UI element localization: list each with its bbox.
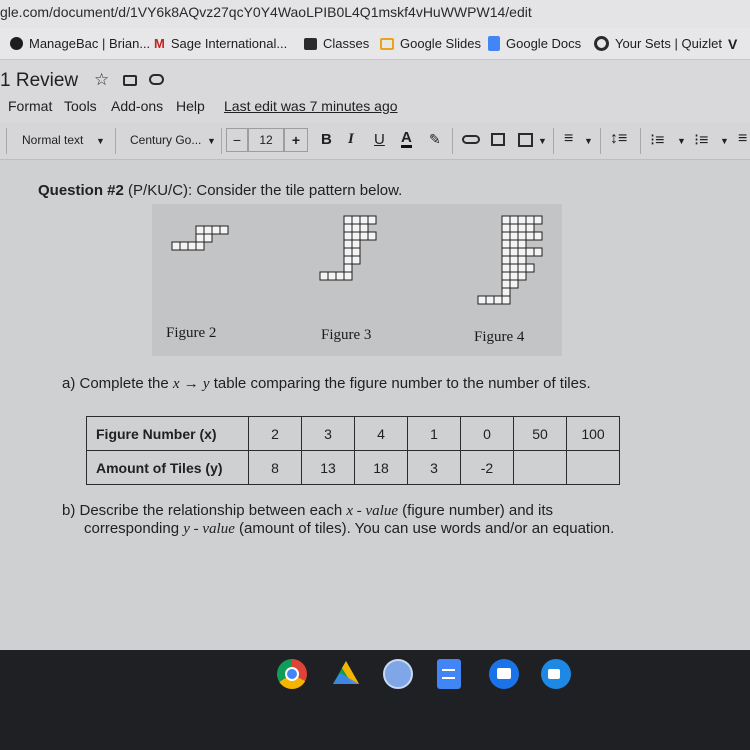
address-bar[interactable] — [0, 0, 750, 28]
meet-icon[interactable] — [541, 659, 571, 689]
xy-table[interactable] — [86, 416, 620, 485]
question-prompt: (P/KU/C): Consider the tile pattern below. — [123, 182, 403, 199]
insert-link-icon[interactable] — [462, 135, 480, 144]
part-b-x-value: x - value — [346, 503, 398, 519]
bookmark-more[interactable] — [728, 36, 737, 52]
table-cell[interactable]: 18 — [355, 451, 408, 485]
table-cell[interactable]: 8 — [249, 451, 302, 485]
bookmark-label: Google Slides — [400, 36, 481, 51]
bookmark-managebac[interactable] — [10, 36, 150, 51]
bookmark-quizlet[interactable] — [594, 36, 722, 51]
table-cell[interactable]: 3 — [302, 417, 355, 451]
part-b-text: corresponding — [84, 520, 184, 537]
toolbar-divider — [553, 128, 554, 154]
docs-lines-icon — [442, 669, 455, 679]
figure-3-label: Figure 3 — [321, 327, 372, 343]
part-b-y-value: y - value — [183, 521, 235, 537]
docs-icon[interactable] — [437, 659, 461, 689]
table-cell[interactable]: 1 — [408, 417, 461, 451]
move-folder-icon[interactable] — [123, 75, 137, 86]
style-select[interactable]: Normal text — [22, 133, 84, 147]
bookmark-label: Classes — [323, 36, 370, 51]
drive-triangle-icon — [331, 659, 361, 689]
bold-button[interactable]: B — [321, 131, 332, 148]
table-cell[interactable]: 100 — [567, 417, 620, 451]
indent-icon[interactable]: ≡ — [738, 130, 748, 147]
figure-4-label: Figure 4 — [474, 329, 525, 345]
table-cell[interactable] — [514, 451, 567, 485]
question-heading — [38, 182, 402, 199]
line-spacing-icon[interactable]: ↕≡ — [610, 130, 628, 147]
cloud-status-icon — [149, 74, 164, 85]
chrome-center-icon — [285, 667, 299, 681]
bookmark-label: ManageBac | Brian... — [29, 36, 151, 51]
table-cell[interactable]: -2 — [461, 451, 514, 485]
table-row — [87, 417, 620, 451]
format-toolbar — [0, 122, 750, 160]
font-select[interactable]: Century Go... — [130, 133, 202, 147]
bookmark-slides[interactable] — [380, 36, 481, 51]
figure-2-tiles — [172, 226, 228, 250]
url-text[interactable]: gle.com/document/d/1VY6k8AQvz27qcY0Y4WaoLPIB0L4Q1mskf4vHuWWPW14/edit — [0, 4, 532, 20]
toolbar-divider — [6, 128, 7, 154]
bookmark-label: Sage International... — [170, 36, 288, 51]
text-color-button[interactable]: A — [401, 129, 412, 146]
part-a-arrow: → — [179, 375, 203, 392]
table-cell[interactable]: 50 — [514, 417, 567, 451]
numbered-list-dropdown-icon[interactable]: ▼ — [677, 136, 686, 146]
font-size-decrease-button[interactable]: − — [226, 128, 248, 152]
camera-icon — [548, 669, 560, 679]
part-a-text: a) Complete the — [62, 375, 173, 392]
table-cell[interactable] — [567, 451, 620, 485]
toolbar-divider — [452, 128, 453, 154]
doc-header — [0, 60, 750, 122]
toolbar-divider — [640, 128, 641, 154]
bookmark-docs[interactable] — [488, 36, 581, 51]
part-b-text: (amount of tiles). You can use words and/or an equation. — [234, 520, 615, 537]
part-b-text: (figure number) and its — [397, 502, 554, 519]
font-size-input[interactable]: 12 — [248, 128, 284, 152]
insert-image-icon[interactable] — [518, 133, 533, 147]
amount-of-tiles-header: Amount of Tiles (y) — [87, 451, 249, 485]
vocab-icon: V — [728, 36, 738, 52]
classes-icon — [304, 38, 317, 50]
figure-3-tiles — [320, 216, 376, 280]
table-cell[interactable]: 3 — [408, 451, 461, 485]
table-cell[interactable]: 0 — [461, 417, 514, 451]
part-a-x: x — [172, 376, 180, 392]
part-a-y: y — [202, 376, 210, 392]
part-a-text: table comparing the figure number to the number of tiles. — [209, 375, 591, 392]
bookmark-label: Google Docs — [506, 36, 582, 51]
star-icon[interactable]: ☆ — [94, 70, 110, 89]
bookmarks-bar — [0, 28, 750, 60]
bookmark-label: Your Sets | Quizlet — [615, 36, 722, 51]
font-dropdown-icon[interactable]: ▼ — [207, 136, 216, 146]
table-cell[interactable]: 13 — [302, 451, 355, 485]
bulleted-list-icon[interactable]: ⁝≡ — [694, 132, 709, 149]
figure-2-label: Figure 2 — [166, 325, 217, 341]
managebac-icon — [10, 37, 23, 50]
slides-icon — [380, 38, 394, 50]
question-number: Question #2 — [38, 182, 124, 199]
chrome-icon[interactable] — [277, 659, 307, 689]
menu-format[interactable]: Format — [8, 98, 53, 114]
menu-help[interactable]: Help — [176, 98, 205, 114]
files-icon[interactable] — [489, 659, 519, 689]
quizlet-icon — [594, 36, 609, 51]
doc-title[interactable]: 1 Review — [0, 70, 79, 91]
bulleted-list-dropdown-icon[interactable]: ▼ — [720, 136, 729, 146]
italic-button[interactable]: I — [348, 131, 354, 147]
underline-button[interactable]: U — [374, 131, 385, 148]
toolbar-divider — [221, 128, 222, 154]
document-page[interactable] — [0, 160, 750, 650]
insert-comment-icon[interactable] — [491, 133, 505, 146]
menu-tools[interactable]: Tools — [64, 98, 97, 114]
tile-pattern-image[interactable] — [152, 204, 562, 356]
table-row — [87, 451, 620, 485]
gmail-icon: M — [154, 36, 165, 51]
toolbar-divider — [600, 128, 601, 154]
part-b-text: b) Describe the relationship between each — [62, 502, 347, 519]
os-shelf — [0, 650, 750, 750]
bookmark-classes[interactable] — [304, 36, 369, 51]
drive-icon[interactable] — [331, 659, 361, 689]
docs-icon — [488, 36, 500, 51]
figure-4-tiles — [478, 216, 542, 304]
part-b-instructions — [62, 502, 614, 538]
align-dropdown-icon[interactable]: ▼ — [584, 136, 593, 146]
image-dropdown-icon[interactable]: ▼ — [538, 136, 547, 146]
folder-icon — [497, 668, 511, 679]
bookmark-sage[interactable] — [154, 36, 287, 51]
table-cell[interactable]: 2 — [249, 417, 302, 451]
font-size-increase-button[interactable]: + — [284, 128, 308, 152]
align-icon[interactable]: ≡ — [564, 130, 574, 147]
part-a-instructions — [62, 375, 591, 393]
browser-icon[interactable] — [383, 659, 413, 689]
highlight-pen-icon[interactable]: ✎ — [429, 131, 441, 147]
table-cell[interactable]: 4 — [355, 417, 408, 451]
numbered-list-icon[interactable]: ⁝≡ — [650, 132, 665, 149]
figure-number-header: Figure Number (x) — [87, 417, 249, 451]
menu-addons[interactable]: Add-ons — [111, 98, 164, 114]
style-dropdown-icon[interactable]: ▼ — [96, 136, 105, 146]
last-edit-link[interactable]: Last edit was 7 minutes ago — [224, 98, 398, 114]
toolbar-divider — [115, 128, 116, 154]
